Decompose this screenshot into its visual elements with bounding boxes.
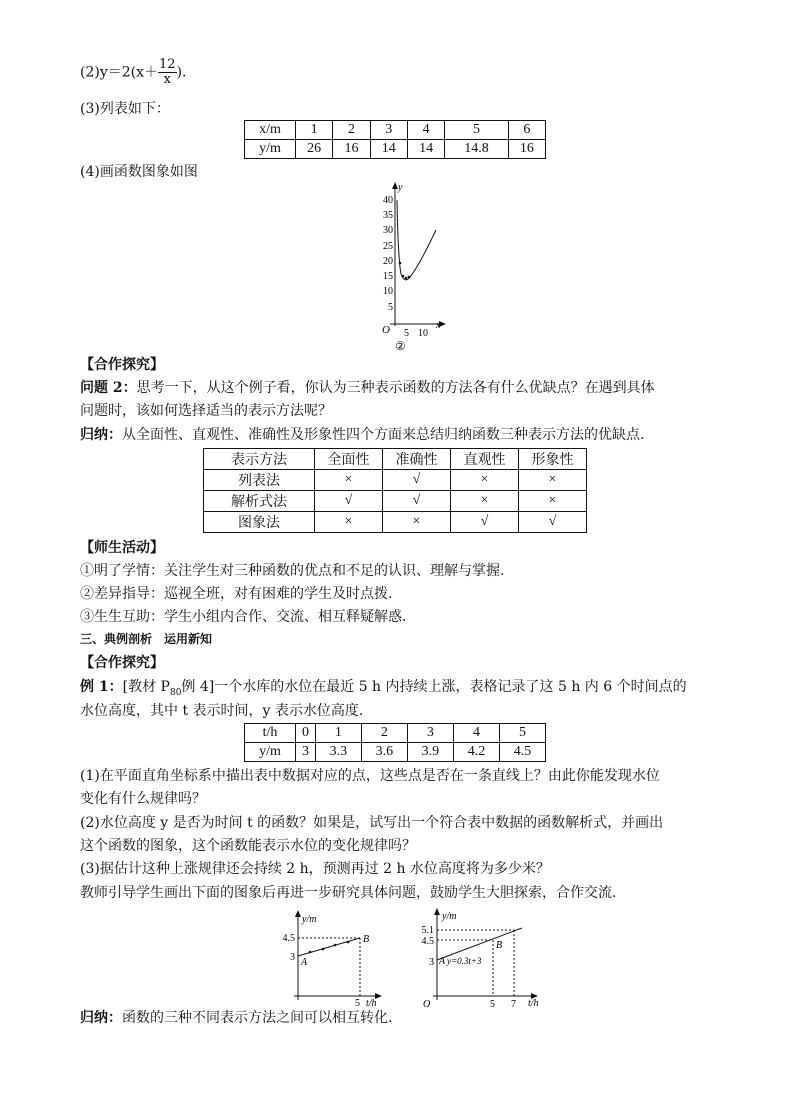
table-cell: 解析式法: [204, 491, 315, 512]
table-cell: 16: [508, 140, 545, 159]
table-row: [245, 121, 546, 140]
activity-item: ②差异指导：巡视全班，对有困难的学生及时点拨.: [80, 586, 393, 602]
table-cell: 4.2: [453, 743, 499, 762]
example-1-cont: 水位高度，其中 t 表示时间，y 表示水位高度.: [80, 703, 364, 719]
water-level-graph-1: [278, 908, 398, 1008]
y-tick-label: 30: [383, 225, 393, 236]
x-tick-label: 10: [418, 328, 428, 339]
table-row: [204, 449, 587, 470]
data-point: [405, 277, 408, 280]
y-tick-label: 35: [383, 210, 393, 221]
function-graph: [360, 178, 470, 353]
y-tick-label: 10: [383, 286, 393, 297]
x-tick-label: 7: [511, 999, 516, 1008]
table-cell: 14.8: [445, 140, 508, 159]
summary-label: 归纳：: [80, 1010, 122, 1026]
table-cell: 3.3: [315, 743, 361, 762]
y-tick-label: 40: [383, 195, 393, 206]
table-cell: 形象性: [519, 449, 587, 470]
table-cell: 1: [296, 121, 333, 140]
summary-2: [80, 1008, 392, 1028]
y-tick-label: 4.5: [421, 936, 434, 947]
activity-item: ①明了学情：关注学生对三种函数的优点和不足的认识、理解与掌握.: [80, 563, 505, 579]
table-cell: 14: [407, 140, 444, 159]
fraction-denominator: x: [163, 72, 171, 87]
summary-text: 从全面性、直观性、准确性及形象性四个方面来总结归纳函数三种表示方法的优缺点.: [122, 427, 645, 443]
origin-label: O: [423, 999, 431, 1008]
question-2-cont: 问题时，该如何选择适当的表示方法呢？: [80, 403, 332, 419]
table-row: [245, 140, 546, 159]
question-label: 问题 2：: [80, 380, 137, 396]
fraction: [158, 58, 177, 87]
table-cell: 4: [453, 724, 499, 743]
point-label: B: [363, 934, 370, 945]
table-cell: 4: [407, 121, 444, 140]
segment-ab: [298, 938, 360, 956]
y-tick-label: 20: [383, 256, 393, 267]
table-row: [245, 724, 546, 743]
formula-prefix: (2)y＝2(x＋: [80, 64, 159, 81]
data-point: [334, 944, 337, 947]
table-cell: 3.9: [407, 743, 453, 762]
example-label: 例 1：: [80, 679, 123, 695]
section-title: 【合作探究】: [80, 655, 164, 671]
table-cell: 列表法: [204, 470, 315, 491]
table-cell: ×: [383, 512, 451, 533]
question-2: [80, 378, 655, 398]
graph-caption: ②: [395, 339, 406, 353]
example-ref-sub: 80: [169, 687, 182, 698]
table-row: [204, 470, 587, 491]
point-label: A: [439, 956, 446, 967]
table-cell: ×: [451, 470, 519, 491]
data-point: [347, 941, 350, 944]
table-row: [204, 491, 587, 512]
table-cell: x/m: [245, 121, 296, 140]
equation-label: y=0.3t+3: [447, 956, 482, 966]
table-cell: y/m: [245, 140, 296, 159]
table-cell: 3: [370, 121, 407, 140]
summary-text: 函数的三种不同表示方法之间可以相互转化.: [122, 1010, 393, 1026]
table-cell: ×: [519, 491, 587, 512]
methods-table: [203, 448, 587, 533]
example-ref: [教材 P: [122, 679, 170, 695]
table-cell: 3.6: [361, 743, 407, 762]
water-level-table: [244, 723, 546, 762]
point-label: A: [301, 957, 308, 968]
section-title: 【合作探究】: [80, 357, 164, 373]
table-cell: 0: [296, 724, 316, 743]
fraction-numerator: 12: [159, 57, 176, 72]
table-cell: 表示方法: [204, 449, 315, 470]
table-cell: √: [383, 491, 451, 512]
y-tick-label: 5: [388, 302, 393, 313]
table-cell: ×: [315, 512, 383, 533]
table-cell: 图象法: [204, 512, 315, 533]
activity-item: ③生生互助：学生小组内合作、交流、相互释疑解惑.: [80, 609, 407, 625]
table-cell: ×: [519, 470, 587, 491]
table-cell: √: [315, 491, 383, 512]
table-cell: 2: [333, 121, 370, 140]
water-level-graph-2: [412, 906, 557, 1008]
question-2a: (2)水位高度 y 是否为时间 t 的函数？如果是，试写出一个符合表中数据的函数解析式，并画出: [80, 815, 664, 831]
table-cell: 16: [333, 140, 370, 159]
x-tick-label: 5: [490, 999, 495, 1008]
table-cell: 5: [445, 121, 508, 140]
values-table: [244, 120, 546, 159]
curve: [397, 200, 436, 280]
table-cell: 14: [370, 140, 407, 159]
table-cell: √: [519, 512, 587, 533]
y-tick-label: 3: [290, 952, 295, 963]
y-axis-label: y/m: [302, 914, 317, 925]
part3-label: (3)列表如下：: [80, 101, 170, 117]
x-axis-label: t/h: [528, 998, 539, 1008]
table-cell: √: [383, 470, 451, 491]
example-ref2: 例 4]: [181, 679, 215, 695]
y-tick-label: 5.1: [421, 925, 434, 936]
y-axis-arrow: [434, 908, 440, 915]
section-title: 【师生活动】: [80, 540, 164, 556]
table-cell: 2: [361, 724, 407, 743]
x-axis-label: x: [436, 320, 441, 331]
part2-formula: [80, 58, 186, 87]
y-axis-arrow: [295, 910, 301, 917]
origin-label: O: [382, 324, 390, 336]
summary-label: 归纳：: [80, 427, 122, 443]
question-1a: (1)在平面直角坐标系中描出表中数据对应的点，这些点是否在一条直线上？由此你能发现水位: [80, 768, 660, 784]
question-3: (3)据估计这种上涨规律还会持续 2 h，预测再过 2 h 水位高度将为多少米？: [80, 861, 550, 877]
data-point: [322, 948, 325, 951]
table-row: [204, 512, 587, 533]
y-tick-label: 4.5: [282, 933, 295, 944]
example-text: 一个水库的水位在最近 5 h 内持续上涨，表格记录了这 5 h 内 6 个时间点的: [214, 679, 687, 695]
data-point: [309, 951, 312, 954]
x-axis-label: t/h: [366, 998, 377, 1008]
question-1b: 变化有什么规律吗？: [80, 791, 206, 807]
table-cell: √: [451, 512, 519, 533]
x-tick-label: 5: [404, 328, 409, 339]
y-tick-label: 3: [429, 957, 434, 968]
table-cell: t/h: [245, 724, 296, 743]
y-axis-label: y/m: [442, 911, 457, 922]
question-text: 思考一下，从这个例子看，你认为三种表示函数的方法各有什么优缺点？在遇到具体: [136, 380, 655, 396]
question-2b: 这个函数的图象，这个函数能表示水位的变化规律吗？: [80, 838, 416, 854]
data-point: [399, 262, 402, 265]
table-cell: y/m: [245, 743, 296, 762]
table-cell: 1: [315, 724, 361, 743]
table-cell: 准确性: [383, 449, 451, 470]
summary-1: [80, 425, 644, 445]
data-point: [402, 275, 405, 278]
table-row: [245, 743, 546, 762]
data-point: [408, 276, 411, 279]
table-cell: 5: [499, 724, 545, 743]
point-label: B: [496, 940, 503, 951]
y-tick-label: 15: [383, 271, 393, 282]
part4-label: (4)画函数图象如图: [80, 164, 198, 180]
table-cell: ×: [451, 491, 519, 512]
table-cell: 26: [296, 140, 333, 159]
example-1: [80, 677, 687, 703]
table-cell: 3: [296, 743, 316, 762]
y-axis-label: y: [398, 182, 403, 193]
teacher-guide: 教师引导学生画出下面的图象后再进一步研究具体问题，鼓励学生大胆探索，合作交流.: [80, 885, 617, 901]
section-heading: 三、典例剖析 运用新知: [80, 632, 213, 646]
table-cell: 全面性: [315, 449, 383, 470]
table-cell: 3: [407, 724, 453, 743]
table-cell: 4.5: [499, 743, 545, 762]
y-tick-label: 25: [383, 241, 393, 252]
x-tick-label: 5: [355, 998, 360, 1008]
formula-suffix: ).: [176, 64, 187, 81]
table-cell: ×: [315, 470, 383, 491]
table-cell: 6: [508, 121, 545, 140]
table-cell: 直观性: [451, 449, 519, 470]
